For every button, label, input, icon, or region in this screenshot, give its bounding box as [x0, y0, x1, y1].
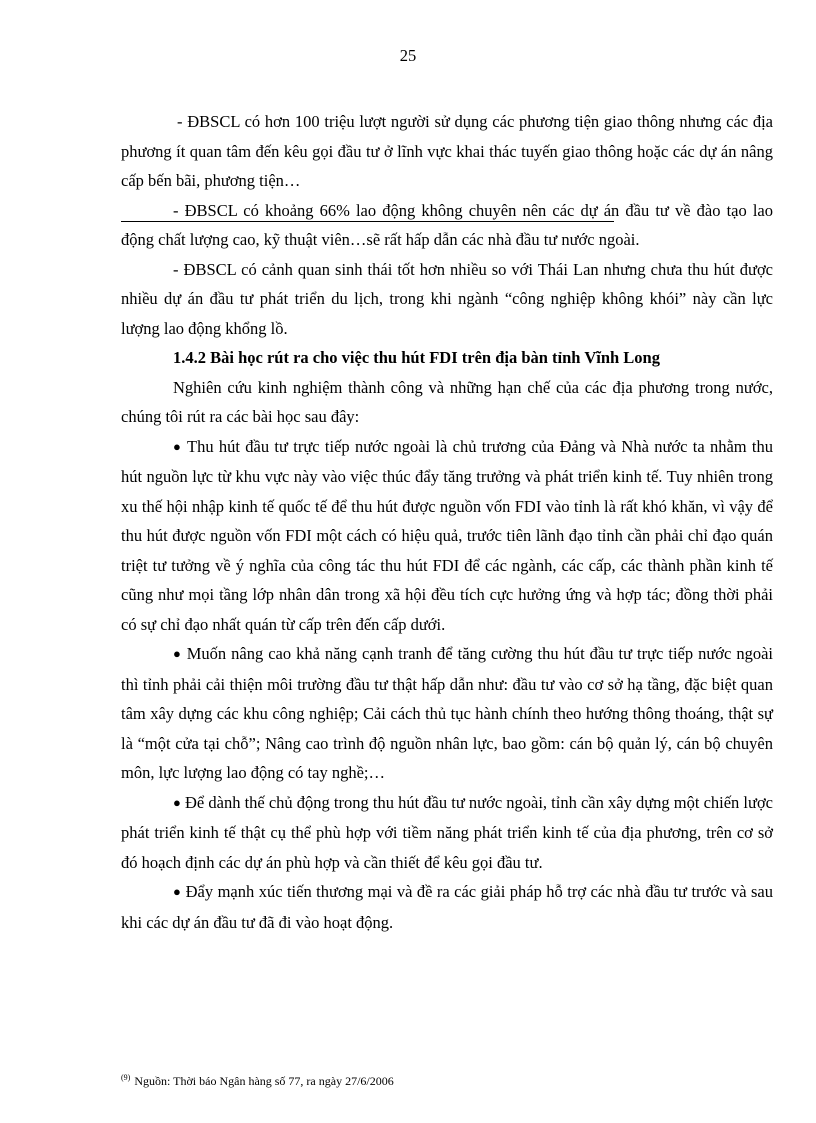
bullet-text: Muốn nâng cao khả năng cạnh tranh để tăng cường thu hút đầu tư trực tiếp nước ngoài thì tỉnh phải cải thiện môi trường đầu tư thật hấp dẫn như: đầu tư vào cơ sở hạ tầng, đặc biệt quan tâm xây dựng các khu công nghiệp; Cải cách thủ tục hành chính theo hướng thông thoáng, thật sự là “một cửa tại chỗ”; Nâng cao trình độ nguồn nhân lực, bao gồm: cán bộ quản lý, cán bộ chuyên môn, lực lượng lao động có tay nghề;… — [121, 644, 773, 782]
bullet-icon: ● — [173, 794, 181, 810]
bullet-icon: ● — [173, 438, 183, 454]
bullet-text: Để dành thế chủ động trong thu hút đầu tư nước ngoài, tỉnh cần xây dựng một chiến lược phát triển kinh tế thật cụ thể phù hợp với tiềm năng phát triển kinh tế của địa phương, trên cơ sở đó hoạch định các dự án phù hợp và cần thiết để kêu gọi đầu tư. — [121, 792, 774, 872]
body-text — [121, 107, 773, 937]
footnote — [121, 1073, 394, 1089]
bullet-text: Thu hút đầu tư trực tiếp nước ngoài là chủ trương của Đảng và Nhà nước ta nhằm thu hút nguồn lực từ khu vực này vào việc thúc đẩy tăng trưởng và phát triển kinh tế. Tuy nhiên trong xu thế hội nhập kinh tế quốc tế để thu hút được nguồn vốn FDI vào tỉnh là rất khó khăn, vì vậy để thu hút được nguồn vốn FDI một cách có hiệu quả, trước tiên lãnh đạo tỉnh cần phải chỉ đạo quán triệt tư tưởng về ý nghĩa của công tác thu hút FDI để các ngành, các cấp, các thành phần kinh tế cũng như mọi tầng lớp nhân dân trong xã hội đều tích cực hưởng ứng và hợp tác; đồng thời phải có sự chỉ đạo nhất quán từ cấp trên đến cấp dưới. — [121, 436, 774, 634]
bullet-text: Đẩy mạnh xúc tiến thương mại và đề ra các giải pháp hỗ trợ các nhà đầu tư trước và sau khi các dự án đầu tư đã đi vào hoạt động. — [121, 882, 773, 932]
paragraph-labor: - ĐBSCL có khoảng 66% lao động không chuyên nên các dự án đầu tư về đào tạo lao động chất lượng cao, kỹ thuật viên…sẽ rất hấp dẫn các nhà đầu tư nước ngoài. — [121, 200, 773, 249]
bullet-item — [121, 877, 773, 937]
page-number: 25 — [399, 46, 417, 65]
footnote-text: Nguồn: Thời báo Ngân hàng số 77, ra ngày 27/6/2006 — [134, 1074, 394, 1088]
paragraph-tourism: - ĐBSCL có cảnh quan sinh thái tốt hơn nhiều so với Thái Lan nhưng chưa thu hút được nhiều dự án đầu tư phát triển du lịch, trong khi ngành “công nghiệp không khói” này cần lực lượng lao động khổng lồ. — [121, 259, 773, 338]
bullet-icon: ● — [173, 646, 182, 661]
section-heading: 1.4.2 Bài học rút ra cho việc thu hút FDI trên địa bàn tỉnh Vĩnh Long — [173, 348, 660, 367]
bullet-item — [121, 639, 773, 788]
paragraph-traffic: - ĐBSCL có hơn 100 triệu lượt người sử dụng các phương tiện giao thông nhưng các địa phương ít quan tâm đến kêu gọi đầu tư ở lĩnh vực khai thác tuyến giao thông hoặc các dự án nâng cấp bến bãi, phương tiện… — [121, 112, 773, 190]
bullet-icon: ● — [173, 884, 182, 899]
paragraph-intro: Nghiên cứu kinh nghiệm thành công và những hạn chế của các địa phương trong nước, chúng tôi rút ra các bài học sau đây: — [121, 377, 773, 426]
footnote-marker: (9) — [121, 1073, 131, 1082]
bullet-item — [121, 432, 773, 640]
bullet-item — [121, 788, 773, 878]
